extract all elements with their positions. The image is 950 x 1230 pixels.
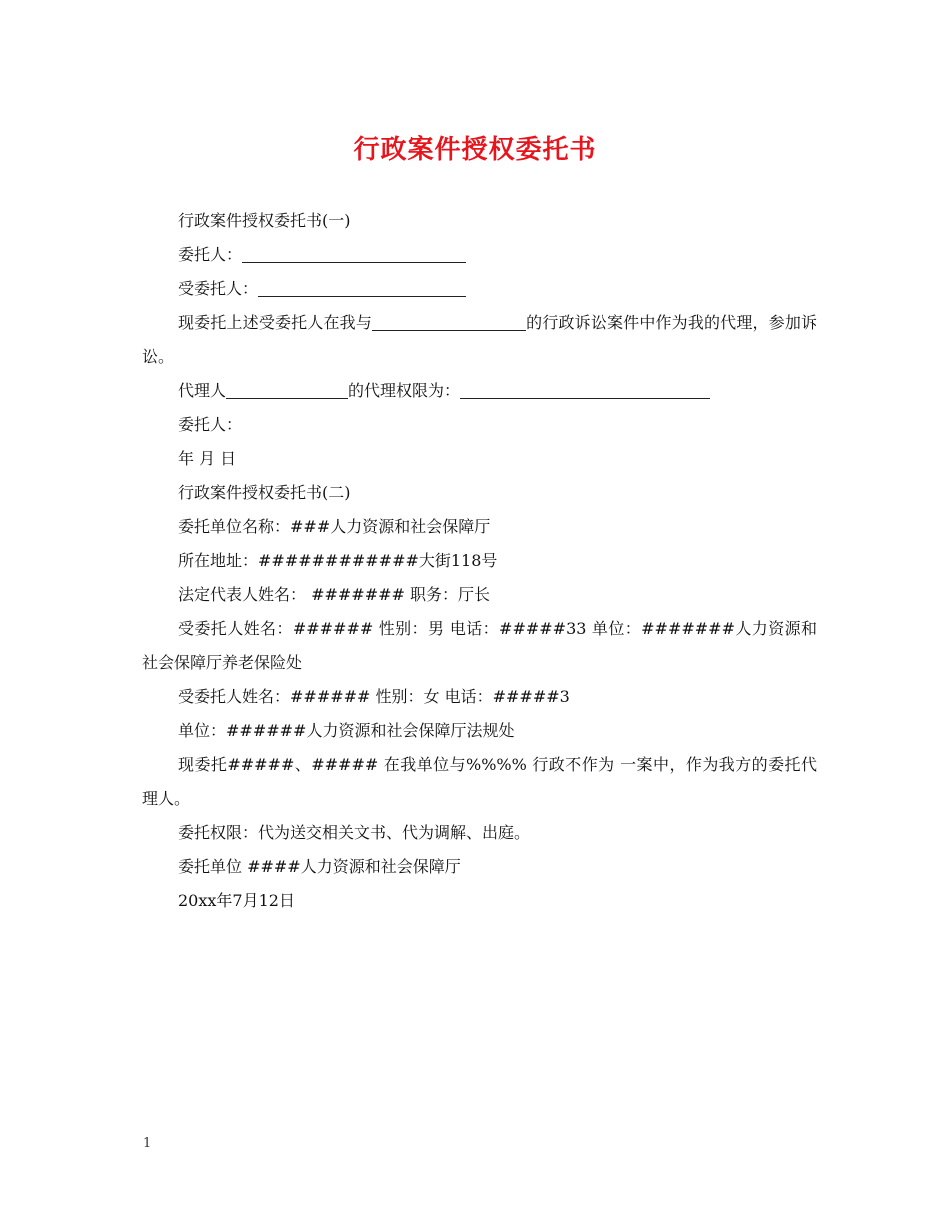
- document-title: 行政案件授权委托书: [353, 135, 597, 165]
- principal-blank: [242, 244, 466, 263]
- entrust-statement: 现委托#####、##### 在我单位与%%%% 行政不作为 一案中，作为我方的委托代理人。: [142, 755, 817, 808]
- proxy-after: 的代理权限为：: [348, 381, 461, 400]
- unit-name: 委托单位名称：###人力资源和社会保障厅: [178, 517, 491, 536]
- proxy-line: [142, 374, 817, 408]
- agent-line: [142, 272, 817, 306]
- section1-heading: 行政案件授权委托书(一): [178, 211, 351, 230]
- sign-label: 委托人：: [178, 415, 243, 434]
- signing-date: 20xx年7月12日: [178, 891, 295, 910]
- entrust-before: 现委托上述受委托人在我与: [178, 313, 372, 332]
- agent-label: 受委托人：: [178, 279, 259, 298]
- proxy-scope-blank: [460, 380, 710, 399]
- signing-unit: 委托单位 ####人力资源和社会保障厅: [178, 857, 461, 876]
- section2-heading: 行政案件授权委托书(二): [178, 483, 351, 502]
- opponent-blank: [372, 312, 526, 331]
- proxy-name-blank: [226, 380, 348, 399]
- authorization-scope: 委托权限：代为送交相关文书、代为调解、出庭。: [178, 823, 531, 842]
- agent2-unit: 单位：######人力资源和社会保障厅法规处: [178, 721, 515, 740]
- page-number: 1: [143, 1136, 152, 1151]
- document-body: [142, 204, 817, 918]
- legal-representative: 法定代表人姓名： ####### 职务：厅长: [178, 585, 491, 604]
- entrust-after: 的行政诉讼案件中作为我的代理，参加诉讼。: [142, 313, 817, 366]
- agent1-info: 受委托人姓名：###### 性别：男 电话：#####33 单位：#######人力资源和社会保障厅养老保险处: [142, 619, 817, 672]
- unit-address: 所在地址：############大街118号: [178, 551, 498, 570]
- agent-blank: [258, 278, 466, 297]
- date-line: 年 月 日: [178, 449, 237, 468]
- proxy-before: 代理人: [178, 381, 227, 400]
- agent2-info: 受委托人姓名：###### 性别：女 电话：#####3: [178, 687, 570, 706]
- principal-line: [142, 238, 817, 272]
- entrust-paragraph: [142, 306, 817, 374]
- principal-label: 委托人：: [178, 245, 243, 264]
